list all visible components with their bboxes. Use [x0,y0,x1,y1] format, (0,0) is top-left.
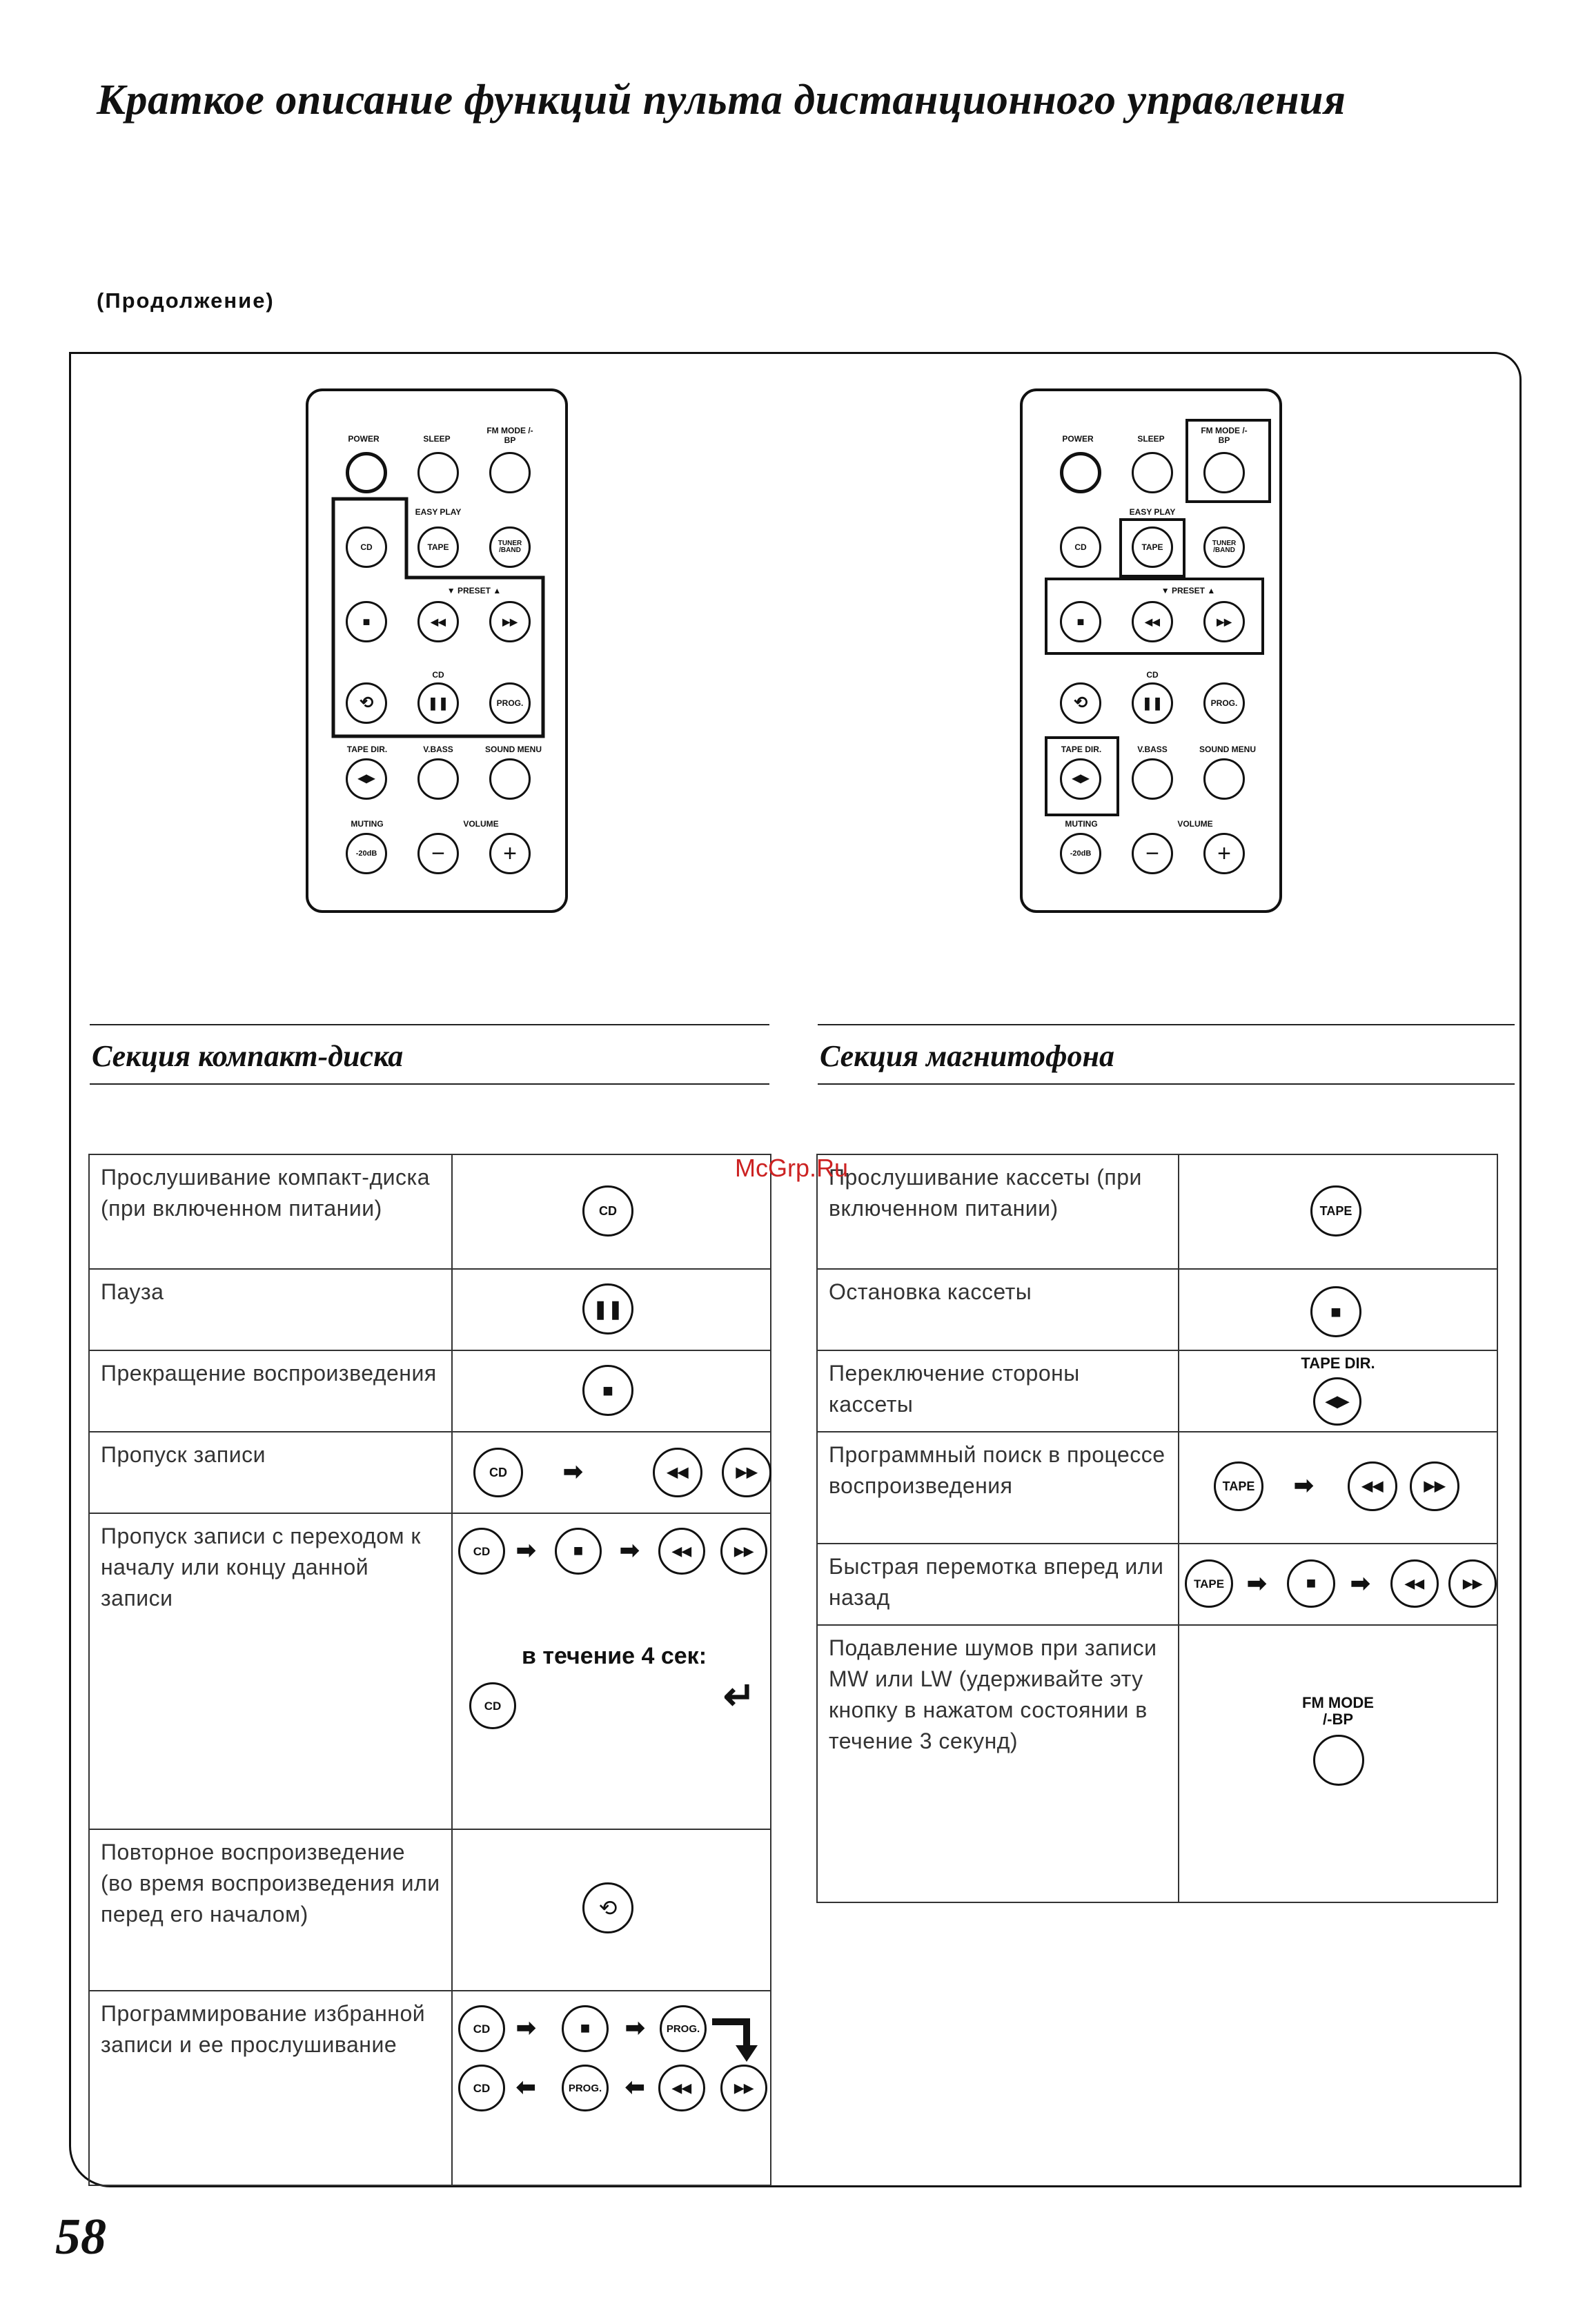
table-row [817,1625,1497,1902]
arrow-right-icon: ➡ [1294,1473,1314,1499]
repeat-button: ⟲ [1060,682,1101,724]
label-cd-small: CD [1146,670,1159,680]
tape-section-rule-bottom [818,1083,1515,1085]
forward-button: ▶▶ [1203,601,1245,642]
row-description: Программирование избранной записи и ее прослушивание [101,2001,426,2057]
forward-icon: ▶▶ [722,1448,771,1497]
muting-button: -20dB [1060,833,1101,874]
remote-diagram-cd [306,388,568,913]
row-description: Прослушивание компакт-диска (при включенном питании) [101,1165,430,1221]
label-vbass: V.BASS [1137,745,1168,754]
pause-icon: ❚❚ [582,1283,633,1335]
cd-highlight-outline [308,391,571,916]
arrow-right-icon: ➡ [516,2015,536,2041]
tape-dir-highlight [1045,736,1119,816]
fm-mode-label: FM MODE /-BP [1302,1694,1374,1729]
transport-highlight [1045,578,1264,655]
prog-icon: PROG. [660,2005,707,2052]
cd-button: CD [1060,526,1101,568]
cd-section-rule-bottom [90,1083,769,1085]
arrow-right-icon: ➡ [1350,1570,1370,1597]
row-description: Прекращение воспроизведения [101,1361,437,1386]
cd-icon: CD [582,1185,633,1237]
label-muting: MUTING [351,819,384,829]
continued-label: (Продолжение) [97,288,275,313]
label-muting: MUTING [1065,819,1098,829]
table-row [817,1350,1497,1432]
label-sound-menu: SOUND MENU [484,745,542,754]
table-row [89,1991,771,2185]
repeat-button: ⟲ [346,682,387,724]
page-number: 58 [55,2209,106,2265]
prog-icon: PROG. [562,2065,609,2111]
cd-button: CD [346,526,387,568]
muting-button: -20dB [346,833,387,874]
label-volume: VOLUME [1177,819,1213,829]
row-description: Пропуск записи [101,1442,266,1467]
forward-icon: ▶▶ [720,1528,767,1575]
arrow-right-icon: ➡ [563,1459,583,1485]
cd-functions-table [88,1154,771,2186]
label-fm-mode: FM MODE /-BP [486,426,533,445]
tape-section-heading: Секция магнитофона [820,1039,1114,1073]
arrow-right-icon: ➡ [516,1537,536,1564]
sound-menu-button [1203,758,1245,800]
tape-section-rule-top [818,1024,1515,1025]
tape-dir-button: ◀▶ [1060,758,1101,800]
cd-icon: CD [458,2065,505,2111]
tape-icon: TAPE [1185,1559,1233,1608]
repeat-icon: ⟲ [582,1882,633,1933]
rewind-icon: ◀◀ [1348,1461,1397,1511]
label-sleep: SLEEP [1137,434,1165,444]
sleep-button [1132,452,1173,493]
rewind-button: ◀◀ [1132,601,1173,642]
page-title: Краткое описание функций пульта дистанционного управления [97,77,1346,124]
tape-highlight [1119,518,1185,578]
forward-icon: ▶▶ [1410,1461,1459,1511]
volume-down-button: − [417,833,459,874]
table-row [89,1350,771,1432]
label-volume: VOLUME [463,819,499,829]
label-easy-play: EASY PLAY [415,507,462,517]
stop-icon: ■ [1310,1286,1361,1337]
table-row [817,1154,1497,1269]
volume-up-button: + [1203,833,1245,874]
table-row [817,1544,1497,1625]
tape-dir-button: ◀▶ [346,758,387,800]
label-preset: ▼ PRESET ▲ [446,586,502,595]
label-easy-play: EASY PLAY [1129,507,1176,517]
row-description: Быстрая перемотка вперед или назад [829,1554,1164,1610]
fm-mode-highlight [1185,419,1271,503]
table-row [89,1269,771,1350]
label-power: POWER [348,434,380,444]
cd-icon: CD [458,2005,505,2052]
rewind-icon: ◀◀ [1390,1559,1439,1608]
cd-section-heading: Секция компакт-диска [92,1039,404,1073]
arrow-right-icon: ➡ [620,1537,640,1564]
remote-diagram-tape [1020,388,1282,913]
cd-icon: CD [473,1448,523,1497]
label-preset: ▼ PRESET ▲ [1161,586,1216,595]
table-row [89,1829,771,1991]
label-power: POWER [1062,434,1094,444]
label-sound-menu: SOUND MENU [1199,745,1256,754]
tape-icon: TAPE [1310,1185,1361,1237]
turn-down-arrow-icon [708,2012,763,2067]
rewind-icon: ◀◀ [658,2065,705,2111]
row-description: Прослушивание кассеты (при включенном питании) [829,1165,1142,1221]
vbass-button [1132,758,1173,800]
forward-button: ▶▶ [489,601,531,642]
volume-up-button: + [489,833,531,874]
label-tape-dir: TAPE DIR. [1061,745,1102,754]
pause-button: ❚❚ [1132,682,1173,724]
tuner-band-button: TUNER /BAND [1203,526,1245,568]
row-description: Подавление шумов при записи MW или LW (удерживайте эту кнопку в нажатом состоянии в течение 3 секунд) [829,1635,1157,1753]
prog-button: PROG. [489,682,531,724]
arrow-left-icon: ⬅ [516,2074,536,2100]
row-description: Программный поиск в процессе воспроизведения [829,1442,1165,1498]
tape-functions-table [816,1154,1498,1903]
table-row [89,1154,771,1269]
label-sleep: SLEEP [423,434,451,444]
prog-button: PROG. [1203,682,1245,724]
stop-icon: ■ [582,1365,633,1416]
tape-button: TAPE [417,526,459,568]
row-description: Остановка кассеты [829,1279,1032,1304]
table-row [89,1432,771,1513]
stop-icon: ■ [555,1528,602,1575]
stop-icon: ■ [562,2005,609,2052]
cd-icon: CD [469,1682,516,1729]
table-row [817,1269,1497,1350]
tape-icon: TAPE [1214,1461,1263,1511]
cd-icon: CD [458,1528,505,1575]
tuner-band-button: TUNER /BAND [489,526,531,568]
label-cd-small: CD [432,670,444,680]
row-description: Переключение стороны кассеты [829,1361,1080,1417]
table-row [817,1432,1497,1544]
row-description: Пропуск записи с переходом к началу или концу данной записи [101,1524,421,1611]
watermark: McGrp.Ru [735,1154,849,1182]
forward-icon: ▶▶ [1448,1559,1497,1608]
within-4-sec-note: в течение 4 сек: [522,1643,707,1669]
fm-mode-icon [1313,1735,1364,1786]
rewind-icon: ◀◀ [653,1448,702,1497]
tape-button: TAPE [1132,526,1173,568]
pause-button: ❚❚ [417,682,459,724]
cd-section-rule-top [90,1024,769,1025]
return-arrow-icon: ↵ [723,1674,756,1717]
label-tape-dir: TAPE DIR. [346,745,388,754]
stop-button: ■ [1060,601,1101,642]
power-button [1060,452,1101,493]
row-description: Пауза [101,1279,164,1304]
arrow-left-icon: ⬅ [625,2074,645,2100]
forward-icon: ▶▶ [720,2065,767,2111]
table-row [89,1513,771,1829]
stop-button: ■ [346,601,387,642]
arrow-right-icon: ➡ [625,2015,645,2041]
stop-icon: ■ [1287,1559,1335,1608]
label-vbass: V.BASS [423,745,453,754]
tape-dir-label: TAPE DIR. [1301,1355,1375,1372]
rewind-icon: ◀◀ [658,1528,705,1575]
tape-dir-icon: ◀▶ [1313,1377,1361,1426]
label-fm-mode: FM MODE /-BP [1201,426,1248,445]
rewind-button: ◀◀ [417,601,459,642]
arrow-right-icon: ➡ [1247,1570,1267,1597]
volume-down-button: − [1132,833,1173,874]
row-description: Повторное воспроизведение (во время воспроизведения или перед его началом) [101,1840,440,1927]
